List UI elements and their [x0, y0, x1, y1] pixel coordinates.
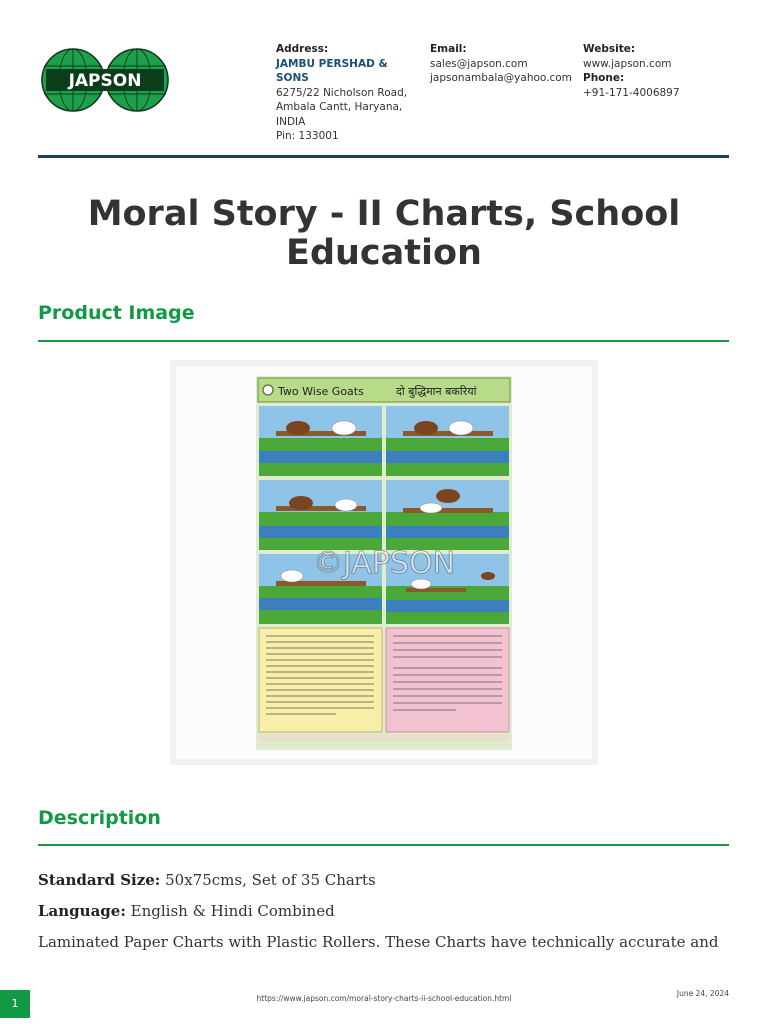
spec-value: English & Hindi Combined: [130, 902, 335, 920]
address-line: Pin: 133001: [276, 130, 339, 142]
address-line: INDIA: [276, 115, 306, 128]
poster-badge-icon: [263, 385, 273, 395]
spec-standard-size: [38, 871, 738, 889]
email-block: [430, 42, 580, 86]
phone-label: Phone:: [583, 72, 625, 84]
poster-title-en: Two Wise Goats: [278, 385, 364, 398]
page-title: Moral Story - II Charts, School Education: [87, 194, 681, 273]
poster-english-text: [259, 628, 382, 732]
footer-date: June 24, 2024: [676, 989, 729, 998]
address-label: Address:: [276, 43, 329, 55]
address-line: 6275/22 Nicholson Road,: [276, 86, 408, 99]
email-link[interactable]: sales@japson.com: [430, 57, 528, 70]
japson-logo: [38, 48, 172, 112]
logo-text: JAPSON: [68, 71, 142, 91]
company-name: JAMBU PERSHAD & SONS: [276, 57, 388, 84]
address-block: [276, 42, 416, 144]
section-heading-product-image: Product Image: [38, 302, 195, 324]
description-text: Laminated Paper Charts with Plastic Rollers. These Charts have technically accurate and: [38, 933, 719, 951]
section-divider: [38, 340, 729, 342]
website-block: [583, 42, 733, 100]
email-link[interactable]: japsonambala@yahoo.com: [430, 72, 572, 84]
section-divider: [38, 844, 729, 846]
poster-title-hi: दो बुद्धिमान बकरियां: [396, 385, 477, 398]
product-image[interactable]: [256, 376, 512, 750]
spec-label: Language:: [38, 902, 126, 920]
spec-label: Standard Size:: [38, 871, 161, 889]
phone-number: +91-171-4006897: [583, 86, 680, 99]
header-divider: [38, 155, 729, 158]
website-label: Website:: [583, 43, 636, 55]
spec-language: [38, 902, 738, 920]
email-label: Email:: [430, 43, 467, 55]
footer-url[interactable]: https://www.japson.com/moral-story-charts-ii-school-education.html: [256, 994, 512, 1003]
poster-hindi-text: [386, 628, 509, 732]
website-link[interactable]: www.japson.com: [583, 57, 672, 70]
poster-watermark: ©JAPSON: [312, 546, 456, 581]
spec-value: 50x75cms, Set of 35 Charts: [165, 871, 376, 889]
section-heading-description: Description: [38, 807, 161, 829]
page-number: 1: [0, 990, 30, 1018]
address-line: Ambala Cantt, Haryana,: [276, 101, 403, 113]
